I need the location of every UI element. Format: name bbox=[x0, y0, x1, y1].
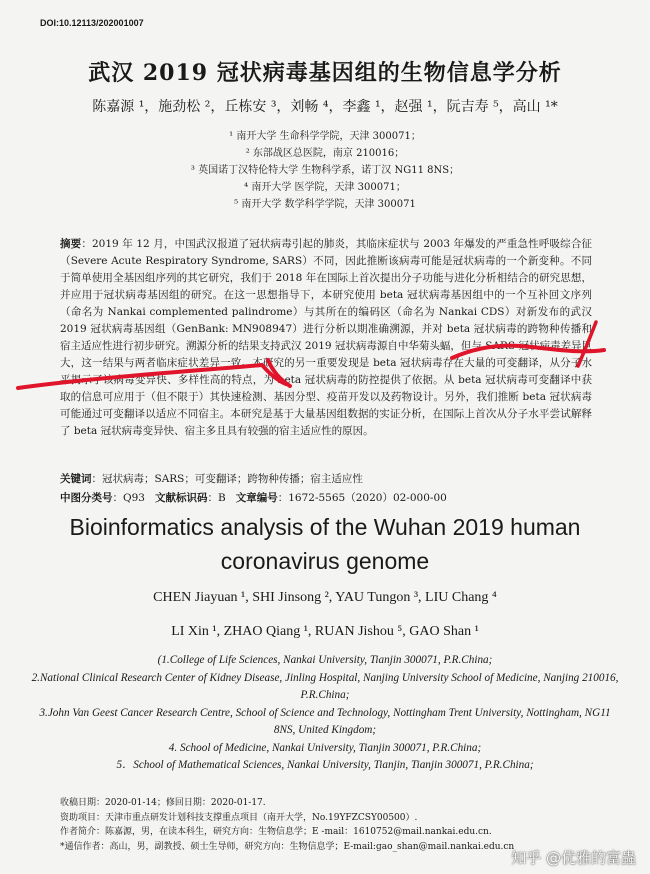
funding: 资助项目：天津市重点研发计划科技支撑重点项目（南开大学，No.19YFZCSY00500）. bbox=[60, 812, 418, 823]
affiliation-cn: ⁵ 南开大学 数学科学学院，天津 300071 bbox=[234, 199, 416, 210]
class-label: 中图分类号 bbox=[60, 492, 113, 504]
affiliation-cn: ⁴ 南开大学 医学院，天津 300071； bbox=[244, 182, 406, 193]
chinese-affiliations bbox=[0, 128, 650, 213]
abstract bbox=[60, 236, 592, 440]
affiliation-en: 5．School of Mathematical Sciences, Nankai University, Tianjin, Tianjin 300071, P.R.China; bbox=[116, 759, 534, 771]
english-title-line: coronavirus genome bbox=[220, 548, 430, 574]
classification-line bbox=[60, 490, 447, 505]
doi: DOI:10.12113/202001007 bbox=[40, 18, 144, 28]
article-number-value: ：1672-5565（2020）02-000-00 bbox=[277, 492, 447, 504]
affiliation-cn: ¹ 南开大学 生命科学学院，天津 300071； bbox=[229, 131, 421, 142]
keywords-text: ：冠状病毒；SARS；可变翻译；跨物种传播；宿主适应性 bbox=[91, 473, 363, 485]
abstract-label: 摘要 bbox=[60, 238, 82, 250]
abstract-text: ：2019 年 12 月，中国武汉报道了冠状病毒引起的肺炎，其临床症状与 2003 年爆发的严重急性呼吸综合征（Severe Acute Respiratory Syndrome, SARS）不同，因此推断该病毒可能是冠状病毒的一个新变种。不同于简单使用全基因组序列的其它研究，我们于 2018 年在国际上首次提出分子功能与进化分析相结合的研究思想，并应用于冠状病毒基因组的研究。在这一思想指导下，本研究使用 beta 冠状病毒基因组中的一个互补回文序列（命名为 Nankai complemented palindrome）与其所在的编码区（命名为 Nankai CDS）对新发布的武汉 2019 冠状病毒基因组（GenBank: MN908947）进行分析以期准确溯源，并对 beta 冠状病毒的跨物种传播和宿主适应性进行初步研究。溯源分析的结果支持武汉 2019 冠状病毒源自中华菊头蝠，但与 SARS 冠状病毒差异巨大，这一结果与两者临床症状差异一致。本研究的另一重要发现是 beta 冠状病毒存在大量的可变翻译，从分子水平揭示了该病毒变异快、多样性高的特点，为 beta 冠状病毒的防控提供了依据。从 beta 冠状病毒可变翻译中获取的信息可应用于（但不限于）其快速检测、基因分型、疫苗开发以及药物设计。另外，我们推断 beta 冠状病毒可能通过可变翻译以适应不同宿主。本研究是基于大量基因组数据的实证分析，在国际上首次从分子水平尝试解释了 beta 冠状病毒变异快、宿主多且具有较强的宿主适应性的原因。 bbox=[60, 238, 592, 437]
affiliation-cn: ² 东部战区总医院，南京 210016； bbox=[245, 148, 405, 159]
english-title-line: Bioinformatics analysis of the Wuhan 2019 human bbox=[69, 514, 581, 540]
class-value: ：Q93 bbox=[112, 492, 145, 504]
article-number-label: 文章编号 bbox=[235, 492, 278, 504]
english-authors-line-2: LI Xin ¹, ZHAO Qiang ¹, RUAN Jishou ⁵, GAO Shan ¹ bbox=[171, 624, 479, 639]
chinese-authors: 陈嘉源 ¹，施劲松 ²，丘栋安 ³，刘畅 ⁴，李鑫 ¹，赵强 ¹，阮吉寿 ⁵，高山 ¹* bbox=[92, 99, 558, 115]
english-title bbox=[0, 510, 650, 578]
keywords bbox=[60, 471, 363, 486]
keywords-label: 关键词 bbox=[60, 473, 92, 485]
chinese-title: 武汉 2019 冠状病毒基因组的生物信息学分析 bbox=[88, 60, 562, 86]
corresponding-author: *通信作者：高山，男，副教授、硕士生导师，研究方向：生物信息学；E-mail:gao_shan@mail.nankai.edu.cn bbox=[60, 841, 515, 852]
received-date: 收稿日期：2020-01-14；修回日期：2020-01-17. bbox=[60, 798, 266, 808]
affiliation-en: 4. School of Medicine, Nankai University, Tianjin 300071, P.R.China; bbox=[168, 741, 482, 754]
watermark: 知乎 @优雅的富蟲 bbox=[511, 849, 636, 867]
affiliation-en: 3.John Van Geest Cancer Research Centre, School of Science and Technology, Nottingham Trent University, Nottingham, NG11 8NS, United Kingdom; bbox=[39, 706, 611, 736]
affiliation-en: (1.College of Life Sciences, Nankai University, Tianjin 300071, P.R.China; bbox=[157, 654, 493, 666]
english-affiliations bbox=[30, 652, 620, 775]
affiliation-cn: ³ 英国诺丁汉特伦特大学 生物科学系，诺丁汉 NG11 8NS； bbox=[190, 165, 460, 176]
footnotes bbox=[60, 796, 620, 854]
doc-code-label: 文献标识码 bbox=[155, 492, 208, 504]
author-intro: 作者简介：陈嘉源，男，在读本科生，研究方向：生物信息学；E -mail：1610752@mail.nankai.edu.cn. bbox=[60, 827, 492, 837]
english-authors-line-1: CHEN Jiayuan ¹, SHI Jinsong ², YAU Tungon ³, LIU Chang ⁴ bbox=[153, 590, 497, 605]
doc-code-value: ：B bbox=[207, 492, 226, 504]
affiliation-en: 2.National Clinical Research Center of Kidney Disease, Jinling Hospital, Nanjing University School of Medicine, Nanjing 210016, P.R.China; bbox=[31, 671, 619, 701]
